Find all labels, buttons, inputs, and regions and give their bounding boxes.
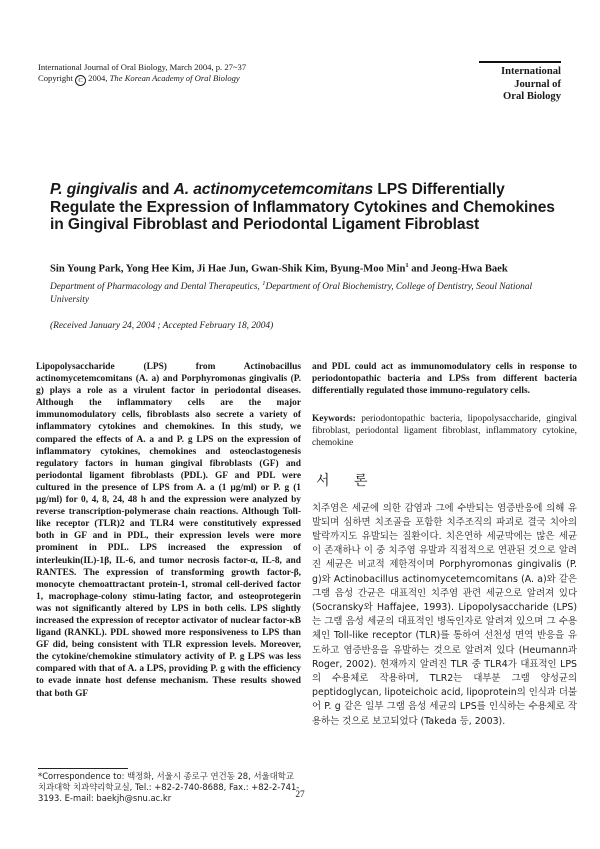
journal-name-line: Oral Biology [503,91,561,103]
abstract-left: Lipopolysaccharide (LPS) from Actinobacillus actinomycetemcomitans (A. a) and Porphyromonas gingivalis (P. g) plays a role as a virulent factor in periodontal diseases. Although the inflammatory cells are the major immunomodulatory cells, fibroblasts also secrete a variety of inflammatory cytokines and chemokines. In this study, we compared the effects of A. a and P. g LPS on the expression of inflammatory cytokines, chemokines and osteoclastogenesis regulatory factors in human gingival fibroblasts (GF) and periodontal ligament fibroblasts (PDL). GF and PDL were cultured in the presence of LPS from A. a (1 µg/ml) or P. g (1 µg/ml) for 0, 4, 8, 24, 48 h and the expression were analyzed by reverse transcription-polymerase chain reactions. Although Toll-like receptor (TLR)2 and TLR4 were constitutively expressed both in GF and in PDL, their expression levels were more prominent in PDL. LPS increased the expression of interleukin(IL)-1β, IL-6, and tumor necrosis factor-α, IL-8, and RANTES. The expression of transforming growth factor-β, monocyte chemoattractant protein-1, stromal cell-derived factor 1, macrophage-colony stimu-lating factor, and osteoprotegerin was not significantly altered by LPS in both cells. LPS slightly increased the expression of receptor activator of nuclear factor-κB ligand (RANKL). PDL showed more responsiveness to LPS than GF did, being consistent with TLR expression levels. Moreover, the cytokine/chemokine stimulatory activity of P. g LPS was less compared with that of A. a LPS, providing P. g with the efficiency to evade innate host defense mechanism. These results showed that both GF [36,362,301,699]
affiliation-superscript: 1 [262,280,266,287]
title-species-2: A. actinomycetemcomitans [173,181,374,198]
journal-name-box [479,61,561,104]
page-number: 27 [295,790,305,800]
copyright-symbol: C [75,75,86,86]
keywords [312,413,577,449]
title-and: and [137,181,174,198]
abstract-right: and PDL could act as immunomodulatory cells in response to periodontopathic bacteria and LPSs from different bacteria differentially regulated those immuno-regulatory cells. [312,362,577,397]
affiliation-part-1: Department of Pharmacology and Dental Therapeutics, [50,282,263,293]
footnote-divider [38,768,128,769]
correspondence-footnote: *Correspondence to: 백정화, 서울시 종로구 연건동 28, 서울대학교 치과대학 치과약리학교실, Tel.: +82-2-740-8688, Fax.: +82-2-741-3193. E-mail: baekjh@snu.ac.kr [38,771,300,803]
copyright-prefix: Copyright [38,73,76,83]
keywords-label: Keywords: [312,414,356,425]
keywords-text: periodontopathic bacteria, lipopolysaccharide, gingival fibroblast, periodontal ligament fibroblast, inflammatory cytokine, chemokine [312,414,577,449]
title-rest: LPS Differentially Regulate the Expression of Inflammatory Cytokines and Chemokines in Gingival Fibroblast and Periodontal Ligament Fibroblast [50,181,555,234]
authors-last: and Jeong-Hwa Baek [408,263,508,275]
affiliation [50,278,565,306]
copyright-line [38,73,378,86]
copyright-journal: The Korean Academy of Oral Biology [109,73,240,83]
author-superscript: 1 [405,262,409,269]
authors-main: Sin Young Park, Yong Hee Kim, Ji Hae Jun, Gwan-Shik Kim, Byung-Moo Min [50,263,406,275]
journal-citation [38,62,378,86]
introduction-body: 치주염은 세균에 의한 감염과 그에 수반되는 염증반응에 의해 유발되며 심하면 치조골을 포함한 치주조직의 파괴로 결국 치아의 탈락까지도 유발되는 질환이다. 치은연하 세균막에는 많은 세균이 존재하나 이 중 치주염 유발과 직접적으로 연관된 것으로 알려진 세균은 비교적 제한적이며 Porphyromonas gingivalis (P. g)와 Actinobacillus actinomycetemcomitans (A. a)와 같은 그램 음성 간균은 대표적인 치주염 관련 세균으로 알려져 있다 (Socransky와 Haffajee, 1993). Lipopolysaccharide (LPS)는 그램 음성 세균의 대표적인 병독인자로 알려져 있으며 그 수용체인 Toll-like receptor (TLR)를 통하여 선천성 면역 반응을 유도하고 염증반응을 유발하는 것으로 알려져 있다 (Heumann과 Roger, 2002). 현재까지 알려진 TLR 중 TLR4가 대표적인 LPS의 수용체로 작용하며, TLR2는 대부분 그램 양성균의 peptidoglycan, lipoteichoic acid, lipoprotein의 인식과 더불어 P. g 같은 일부 그램 음성 세균의 LPS를 인식하는 수용체로 작용하는 것으로 보고되었다 (Takeda 등, 2003). [312,502,577,727]
copyright-year: 2004, [86,73,110,83]
title-species-1: P. gingivalis [50,181,138,198]
received-dates: (Received January 24, 2004 ; Accepted February 18, 2004) [50,321,274,331]
journal-name-line: Journal of [514,78,561,90]
right-column [312,361,577,729]
journal-name-line: International [500,66,561,77]
left-column [36,361,301,700]
citation-line: International Journal of Oral Biology, March 2004, p. 27~37 [38,62,247,72]
author-list [50,262,565,275]
affiliation-part-2: Department of Oral Biochemistry, College of Dentistry, Seoul National University [50,282,533,305]
section-heading-introduction: 서 론 [316,472,378,489]
article-title [50,181,560,234]
